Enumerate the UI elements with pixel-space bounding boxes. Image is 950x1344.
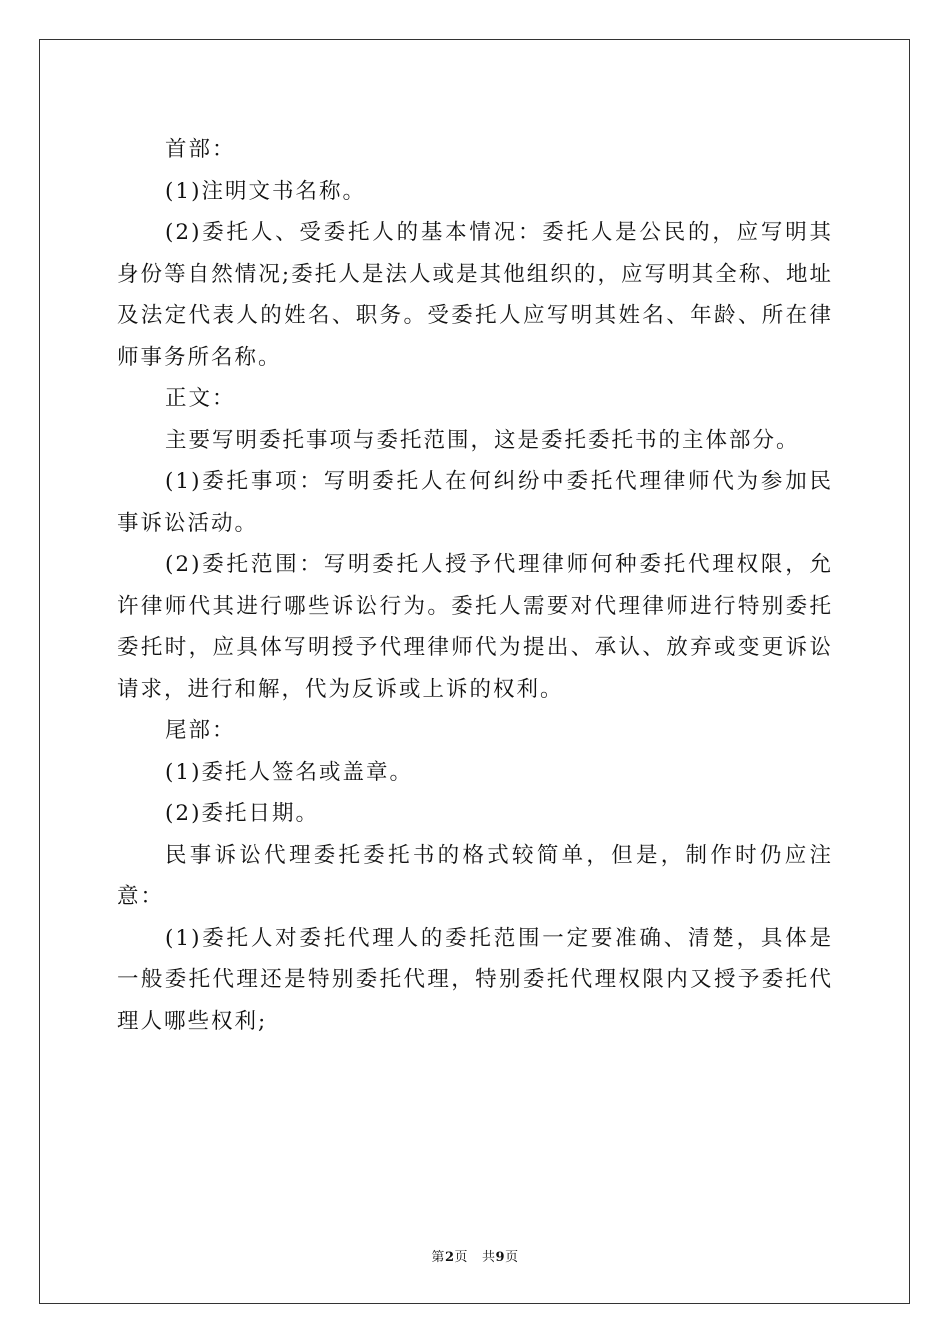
- page-prefix: 第: [431, 1250, 445, 1265]
- document-body: [117, 129, 833, 1042]
- section-heading-body: 正文：: [165, 386, 236, 411]
- paragraph: (2)委托范围：写明委托人授予代理律师何种委托代理权限，允许律师代其进行哪些诉讼行为。委托人需要对代理律师进行特别委托委托时，应具体写明授予代理律师代为提出、承认、放弃或变更诉讼请求，进行和解，代为反诉或上诉的权利。: [117, 552, 833, 702]
- total-page-count: 9: [495, 1250, 506, 1265]
- paragraph: (2)委托日期。: [165, 801, 319, 826]
- paragraph: 主要写明委托事项与委托范围，这是委托委托书的主体部分。: [165, 427, 800, 453]
- section-heading-footer: 尾部：: [165, 718, 236, 743]
- paragraph: 民事诉讼代理委托委托书的格式较简单，但是，制作时仍应注意：: [117, 842, 833, 909]
- total-prefix: 共: [482, 1250, 496, 1265]
- page-suffix: 页: [454, 1250, 468, 1265]
- paragraph: (1)委托事项：写明委托人在何纠纷中委托代理律师代为参加民事诉讼活动。: [117, 469, 833, 536]
- paragraph: (2)委托人、受委托人的基本情况：委托人是公民的，应写明其身份等自然情况;委托人是法人或是其他组织的，应写明其全称、地址及法定代表人的姓名、职务。受委托人应写明其姓名、年龄、所在律师事务所名称。: [117, 220, 833, 370]
- paragraph: (1)注明文书名称。: [165, 178, 366, 204]
- total-suffix: 页: [505, 1250, 519, 1265]
- page-number-footer: [0, 1246, 950, 1265]
- paragraph: (1)委托人签名或盖章。: [165, 759, 413, 785]
- current-page-number: 2: [444, 1250, 455, 1265]
- section-heading-header: 首部：: [165, 137, 236, 162]
- paragraph: (1)委托人对委托代理人的委托范围一定要准确、清楚，具体是一般委托代理还是特别委托代理，特别委托代理权限内又授予委托代理人哪些权利;: [117, 925, 833, 1034]
